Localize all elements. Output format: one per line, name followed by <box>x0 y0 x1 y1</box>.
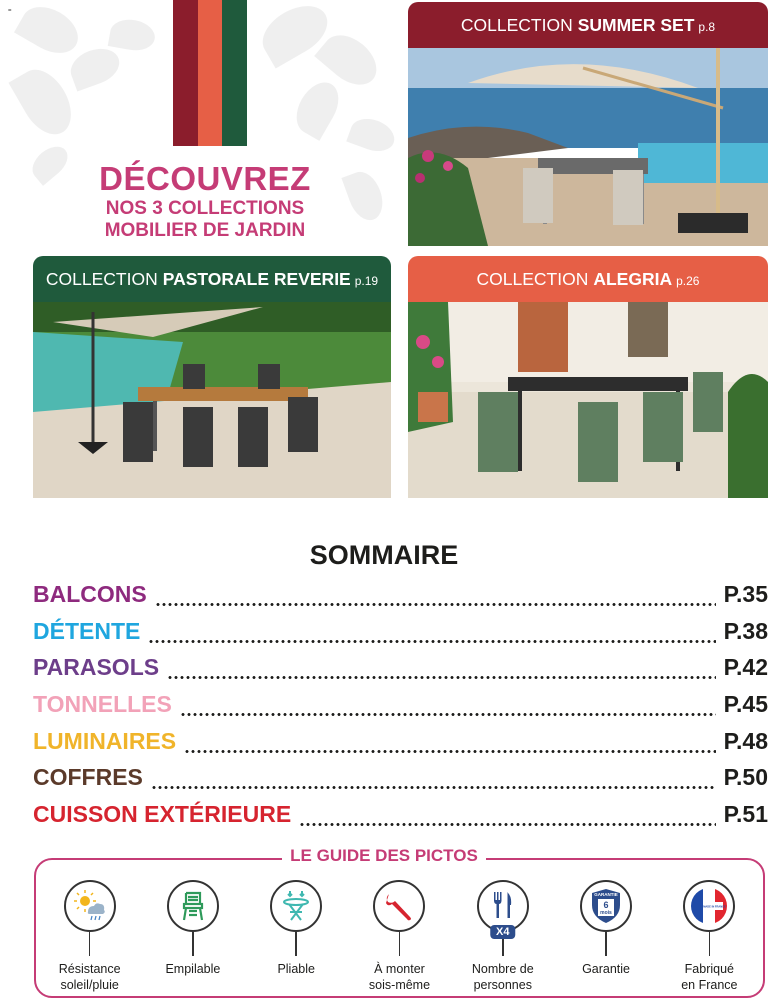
picto-stem <box>89 932 91 956</box>
wrench-icon <box>373 880 425 932</box>
stripe-1 <box>173 0 198 146</box>
picto-caption <box>582 961 630 977</box>
toc-page: P.50 <box>723 764 768 791</box>
collection-prefix: COLLECTION <box>460 14 573 35</box>
caption-line: Résistance <box>58 962 121 976</box>
picto-sun-rain <box>40 880 140 994</box>
toc-page: P.51 <box>723 801 768 828</box>
picto-guide-title-wrap <box>0 846 768 866</box>
corner-mark: = <box>8 8 12 14</box>
picto-caption <box>277 961 315 977</box>
collection-name: ALEGRIA <box>593 268 673 289</box>
toc-leader-dots <box>299 822 715 827</box>
picto-caption <box>59 961 121 994</box>
table-of-contents <box>33 581 768 838</box>
foldable-table-icon <box>270 880 322 932</box>
picto-made-in-france <box>659 880 759 994</box>
picto-guide-title: LE GUIDE DES PICTOS <box>282 846 486 866</box>
toc-item-balcons[interactable] <box>33 581 768 618</box>
caption-line: Nombre de <box>471 962 534 976</box>
stackable-chair-icon <box>167 880 219 932</box>
collection-page: p.19 <box>354 274 379 288</box>
picto-warranty <box>556 880 656 994</box>
shield-top-text: GARANTIE <box>594 892 618 897</box>
shield-number: 6 <box>603 900 609 910</box>
picto-stackable <box>143 880 243 994</box>
collection-header-alegria[interactable] <box>408 256 768 302</box>
toc-page: P.42 <box>723 654 768 681</box>
picto-assembly <box>349 880 449 994</box>
toc-item-parasols[interactable] <box>33 654 768 691</box>
headline <box>40 162 370 240</box>
toc-label: PARASOLS <box>33 654 160 681</box>
headline-line-3: MOBILIER DE JARDIN <box>104 220 306 241</box>
shield-unit: mois <box>600 910 612 916</box>
flag-text: MADE IN FRANCE <box>703 905 727 909</box>
toc-item-coffres[interactable] <box>33 764 768 801</box>
toc-label: CUISSON EXTÉRIEURE <box>33 801 292 828</box>
toc-page: P.48 <box>723 727 768 754</box>
collection-header-summer-set[interactable] <box>408 2 768 48</box>
collection-header-pastorale-reverie[interactable] <box>33 256 391 302</box>
picto-stem <box>605 932 607 956</box>
toc-page: P.38 <box>723 617 768 644</box>
france-flag-icon <box>683 880 735 932</box>
collection-page: p.8 <box>698 20 716 34</box>
toc-leader-dots <box>151 785 716 790</box>
cutlery-icon <box>477 880 529 938</box>
toc-leader-dots <box>180 712 716 717</box>
collection-name: PASTORALE REVERIE <box>162 268 351 289</box>
picto-stem <box>709 932 711 956</box>
brand-stripes <box>173 0 247 146</box>
picto-list <box>34 880 765 994</box>
toc-leader-dots <box>167 675 716 680</box>
caption-line: Pliable <box>277 962 315 976</box>
toc-label: DÉTENTE <box>33 617 141 644</box>
toc-item-detente[interactable] <box>33 618 768 655</box>
toc-item-luminaires[interactable] <box>33 728 768 765</box>
picto-stem <box>192 932 194 956</box>
picto-stem <box>295 932 297 956</box>
collection-prefix: COLLECTION <box>45 268 158 289</box>
toc-page: P.35 <box>723 581 768 607</box>
caption-line: sois-même <box>368 978 431 993</box>
toc-leader-dots <box>148 639 715 644</box>
picto-caption <box>165 961 220 977</box>
picto-caption <box>369 961 430 994</box>
caption-line: personnes <box>473 978 532 993</box>
picto-caption <box>681 961 737 994</box>
picto-caption <box>472 961 534 994</box>
sun-rain-icon <box>64 880 116 932</box>
caption-line: soleil/pluie <box>60 978 119 993</box>
collection-page: p.26 <box>676 274 700 288</box>
picto-stem <box>399 932 401 956</box>
collection-prefix: COLLECTION <box>476 268 589 289</box>
caption-line: Fabriqué <box>684 962 734 976</box>
picto-persons <box>453 880 553 994</box>
summer-set-photo <box>408 48 768 246</box>
caption-line: Garantie <box>582 962 631 976</box>
stripe-3 <box>222 0 247 146</box>
headline-line-1: DÉCOUVREZ <box>99 160 311 197</box>
sommaire-title: SOMMAIRE <box>309 540 459 570</box>
picto-foldable <box>246 880 346 994</box>
stripe-2 <box>198 0 223 146</box>
toc-label: LUMINAIRES <box>33 727 177 754</box>
toc-leader-dots <box>184 749 716 754</box>
caption-line: Empilable <box>165 962 221 976</box>
pastorale-reverie-photo <box>33 302 391 498</box>
toc-label: COFFRES <box>33 764 143 791</box>
collection-name: SUMMER SET <box>577 14 695 35</box>
alegria-photo <box>408 302 768 498</box>
toc-label: BALCONS <box>33 581 147 607</box>
persons-count-badge: X4 <box>490 925 515 939</box>
caption-line: en France <box>681 978 738 993</box>
toc-item-tonnelles[interactable] <box>33 691 768 728</box>
warranty-shield-icon <box>580 880 632 932</box>
toc-page: P.45 <box>723 691 768 718</box>
toc-item-cuisson-exterieure[interactable] <box>33 801 768 838</box>
toc-leader-dots <box>155 602 716 607</box>
caption-line: À monter <box>374 962 425 976</box>
toc-label: TONNELLES <box>33 691 172 718</box>
headline-line-2: NOS 3 COLLECTIONS <box>105 198 305 219</box>
